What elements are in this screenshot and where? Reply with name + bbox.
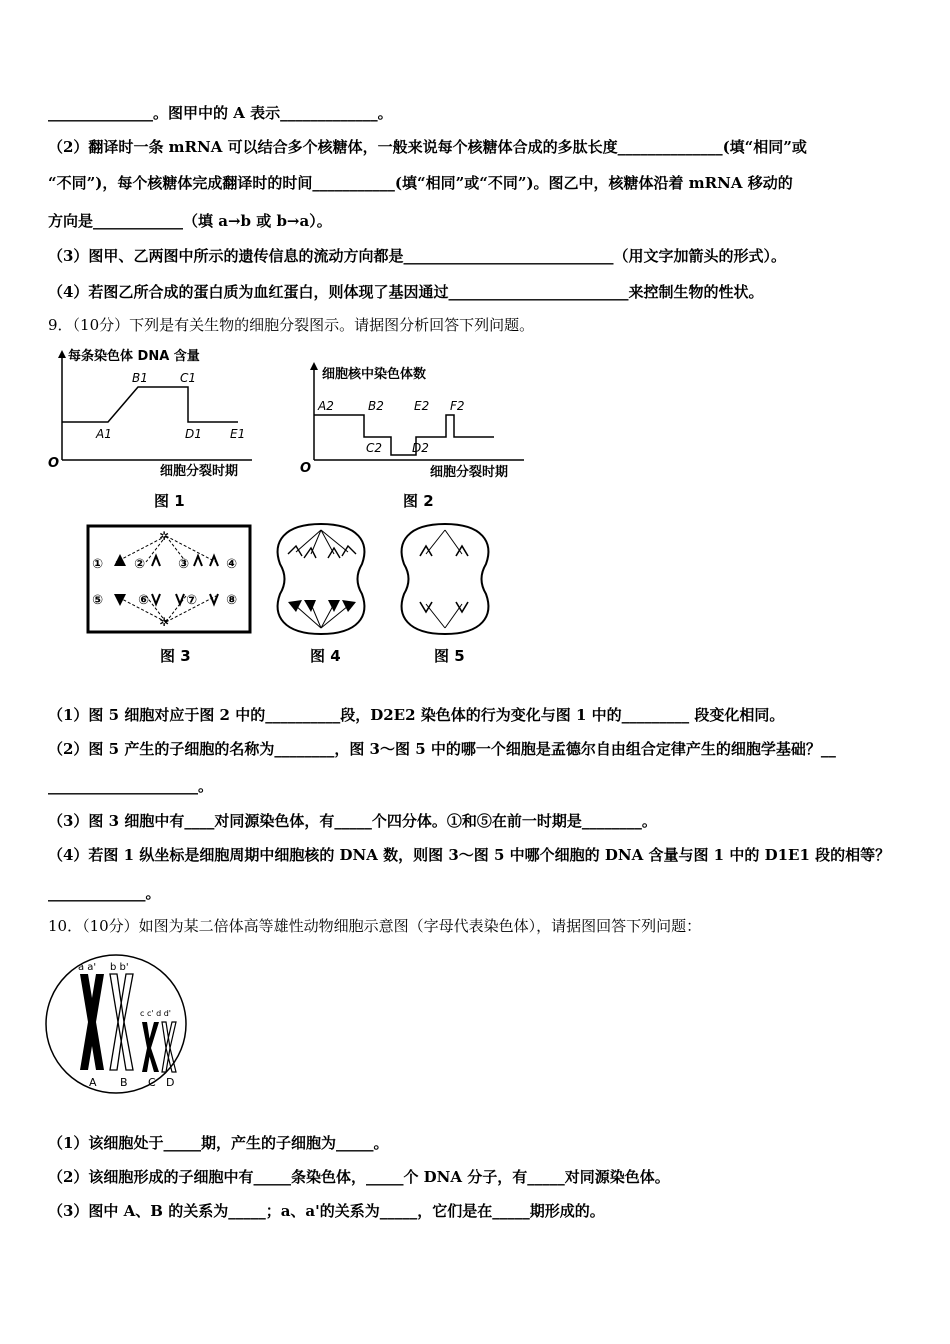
q9-question-4: （4）若图 1 纵坐标是细胞周期中细胞核的 DNA 数，则图 3～图 5 中哪个细胞的 DNA 含量与图 1 中的 D1E1 段的相等？ (48, 846, 891, 864)
fig4-cell-outline (278, 524, 365, 634)
figure-4-cell (266, 520, 376, 638)
fig3-centrosome-top-icon: ✲ (159, 529, 170, 543)
q10-label-D: D (166, 1076, 175, 1089)
fig4-chromosomes-top (288, 546, 356, 558)
q8-line-6: （4）若图乙所合成的蛋白质为血红蛋白，则体现了基因通过________________________来控制生物的性状。 (48, 283, 764, 301)
fig2-caption: 图 2 (403, 492, 434, 510)
fig3-label-3: ③ (178, 557, 190, 572)
fig1-xlabel: 细胞分裂时期 (160, 464, 239, 479)
fig4-chromosomes-bottom (288, 600, 356, 612)
fig1-point-d1: D1 (185, 427, 202, 441)
q8-line-4: 方向是____________（填 a→b 或 b→a）。 (48, 212, 332, 230)
q10-label-cd: c c' d d' (140, 1009, 171, 1018)
q9-question-2: （2）图 5 产生的子细胞的名称为________，图 3～图 5 中的哪一个细胞是孟德尔自由组合定律产生的细胞学基础？__ (48, 740, 836, 758)
fig3-chromosomes (114, 554, 218, 606)
q10-question-2: （2）该细胞形成的子细胞中有_____条染色体，_____个 DNA 分子，有_____对同源染色体。 (48, 1168, 670, 1186)
fig4-caption: 图 4 (310, 647, 341, 665)
fig5-spindle-bottom (426, 604, 462, 628)
q10-label-aa: a a' (78, 962, 97, 973)
fig2-point-d2: D2 (412, 441, 429, 455)
q10-chromosome-d (162, 1022, 176, 1072)
fig3-label-1: ① (92, 557, 104, 572)
fig2-ylabel: 细胞核中染色体数 (322, 367, 427, 382)
figure-3-cell (86, 524, 252, 634)
q8-line-5: （3）图甲、乙两图中所示的遗传信息的流动方向都是____________________________（用文字加箭头的形式）。 (48, 247, 786, 265)
fig1-point-c1: C1 (180, 371, 197, 385)
fig3-label-6: ⑥ (138, 593, 150, 608)
fig1-origin: O (48, 456, 60, 471)
fig3-label-4: ④ (226, 557, 238, 572)
fig2-xlabel: 细胞分裂时期 (430, 465, 509, 480)
fig1-point-a1: A1 (96, 427, 112, 441)
q10-label-A: A (89, 1076, 97, 1089)
fig1-point-e1: E1 (230, 427, 246, 441)
fig1-y-arrow (58, 350, 66, 358)
fig5-caption: 图 5 (434, 647, 465, 665)
fig2-point-b2: B2 (368, 399, 384, 413)
fig3-label-7: ⑦ (186, 593, 198, 608)
q8-line-3: “不同”)，每个核糖体完成翻译时的时间___________(填“相同”或“不同”)。图乙中，核糖体沿着 mRNA 移动的 (48, 174, 793, 192)
fig3-centrosome-bottom-icon: ✲ (159, 615, 170, 629)
fig3-label-2: ② (134, 557, 146, 572)
fig4-spindle-bottom (296, 604, 348, 628)
fig2-point-a2: A2 (318, 399, 334, 413)
q10-label-bb: b b' (110, 962, 129, 973)
fig1-ylabel: 每条染色体 DNA 含量 (68, 349, 200, 364)
q10-question-3: （3）图中 A、B 的关系为_____；a、a'的关系为_____，它们是在_____期形成的。 (48, 1202, 605, 1220)
q9-question-3: （3）图 3 细胞中有____对同源染色体，有_____个四分体。①和⑤在前一时期是________。 (48, 812, 657, 830)
q10-chromosome-c (142, 1022, 159, 1072)
q10-chromosome-b (110, 974, 133, 1070)
fig3-spindle (116, 536, 216, 622)
fig3-label-5: ⑤ (92, 593, 104, 608)
q8-line-2: （2）翻译时一条 mRNA 可以结合多个核糖体，一般来说每个核糖体合成的多肽长度______________(填“相同”或 (48, 138, 807, 156)
q9-header: 9．（10分）下列是有关生物的细胞分裂图示。请据图分析回答下列问题。 (48, 316, 535, 334)
fig1-curve (62, 387, 238, 422)
q10-label-B: B (120, 1076, 128, 1089)
figure-1-graph (40, 342, 270, 482)
fig2-y-arrow (310, 362, 318, 370)
q10-header: 10．（10分）如图为某二倍体高等雄性动物细胞示意图（字母代表染色体），请据图回答下列问题： (48, 917, 702, 935)
q10-label-C: C (148, 1076, 156, 1089)
fig1-point-b1: B1 (132, 371, 148, 385)
q10-question-1: （1）该细胞处于_____期，产生的子细胞为_____。 (48, 1134, 389, 1152)
fig2-curve (314, 415, 494, 455)
fig2-point-c2: C2 (366, 441, 383, 455)
q10-chromosome-a (80, 974, 104, 1070)
fig5-cell-outline (402, 524, 489, 634)
q9-question-4-cont: _____________。 (48, 884, 161, 902)
fig3-caption: 图 3 (160, 647, 191, 665)
fig1-caption: 图 1 (154, 492, 185, 510)
fig4-spindle-top (296, 530, 348, 554)
q10-cell-figure (44, 950, 190, 1096)
fig2-point-e2: E2 (414, 399, 430, 413)
figure-2-graph (296, 360, 536, 484)
fig3-label-8: ⑧ (226, 593, 238, 608)
q9-question-2-cont: ____________________。 (48, 777, 214, 795)
fig5-spindle-top (426, 530, 462, 554)
fig5-chromosomes (420, 546, 468, 612)
q9-question-1: （1）图 5 细胞对应于图 2 中的__________段，D2E2 染色体的行为变化与图 1 中的_________ 段变化相同。 (48, 706, 785, 724)
fig2-origin: O (300, 461, 312, 476)
fig2-point-f2: F2 (450, 399, 465, 413)
q8-line-1: ______________。图甲中的 A 表示_____________。 (48, 104, 393, 122)
figure-5-cell (390, 520, 500, 638)
